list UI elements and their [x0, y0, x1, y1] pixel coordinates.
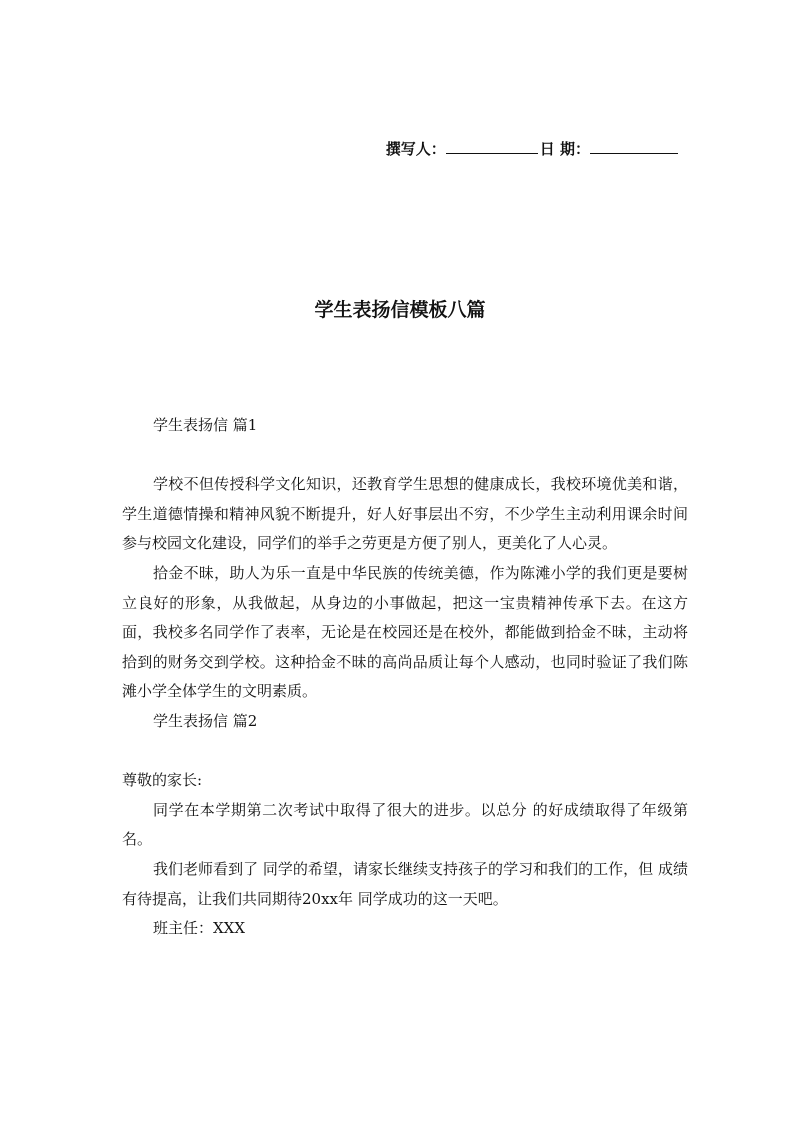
section-2-signature: 班主任：XXX: [153, 919, 246, 938]
section-1-paragraph-2: 拾金不昧，助人为乐一直是中华民族的传统美德，作为陈滩小学的我们更是要树立良好的形象，从我做起，从身边的小事做起，把这一宝贵精神传承下去。在这方面，我校多名同学作了表率，无论是在校园还是在校外，都能做到拾金不昧，主动将拾到的财务交到学校。这种拾金不昧的高尚品质让每个人感动，也同时验证了我们陈滩小学全体学生的文明素质。: [122, 563, 688, 701]
date-label: 日 期：: [539, 140, 590, 158]
spacer: [122, 441, 688, 471]
document-body: [122, 411, 688, 944]
section-2-paragraph-2: 我们老师看到了 同学的希望，请家长继续支持孩子的学习和我们的工作，但 成绩有待提高，让我们共同期待20xx年 同学成功的这一天吧。: [122, 859, 688, 908]
author-label: 撰写人：: [385, 140, 446, 158]
section-2-salutation: 尊敬的家长:: [122, 771, 203, 790]
author-date-line: [386, 138, 678, 160]
section-2-heading: 学生表扬信 篇2: [153, 711, 258, 730]
section-2-paragraph-1: 同学在本学期第二次考试中取得了很大的进步。以总分 的好成绩取得了年级第 名。: [122, 800, 688, 849]
section-1-heading: 学生表扬信 篇1: [153, 416, 258, 434]
section-1-paragraph-1: 学校不但传授科学文化知识，还教育学生思想的健康成长，我校环境优美和谐，学生道德情操和精神风貌不断提升，好人好事层出不穷，不少学生主动利用课余时间参与校园文化建设，同学们的举手之劳更是方便了别人，更美化了人心灵。: [122, 475, 688, 553]
date-blank: [590, 139, 678, 154]
author-blank: [446, 139, 538, 154]
document-title: 学生表扬信模板八篇: [314, 299, 486, 321]
spacer: [122, 737, 688, 767]
